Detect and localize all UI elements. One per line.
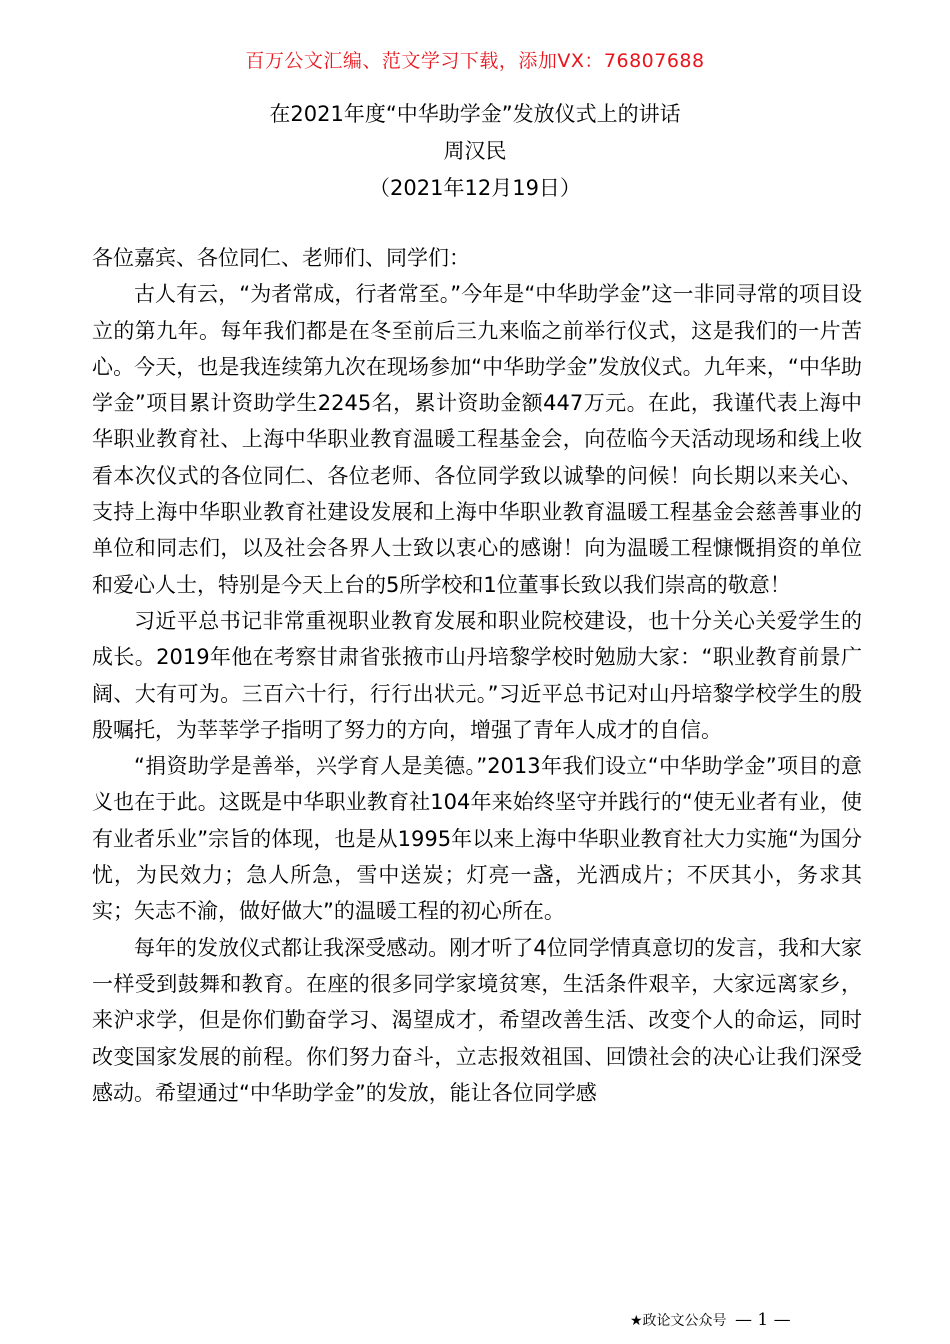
title-block [0,96,950,207]
paragraph: 古人有云，“为者常成，行者常至。”今年是“中华助学金”这一非同寻常的项目设立的第九年。每年我们都是在冬至前后三九来临之前举行仪式，这是我们的一片苦心。今天，也是我连续第九次在现场参加“中华助学金”发放仪式。九年来，“中华助学金”项目累计资助学生2245名，累计资助金额447万元。在此，我谨代表上海中华职业教育社、上海中华职业教育温暖工程基金会，向莅临今天活动现场和线上收看本次仪式的各位同仁、各位老师、各位同学致以诚挚的问候！向长期以来关心、支持上海中华职业教育社建设发展和上海中华职业教育温暖工程基金会慈善事业的单位和同志们，以及社会各界人士致以衷心的感谢！向为温暖工程慷慨捐资的单位和爱心人士，特别是今天上台的5所学校和1位董事长致以我们崇高的敬意！ [92,282,862,597]
page-footer [630,1310,860,1330]
speech-body [92,240,862,1111]
promo-banner: 百万公文汇编、范文学习下载，添加VX：76807688 [245,50,705,72]
paragraph: 每年的发放仪式都让我深受感动。刚才听了4位同学情真意切的发言，我和大家一样受到鼓舞和教育。在座的很多同学家境贫寒，生活条件艰辛，大家远离家乡，来沪求学，但是你们勤奋学习、渴望成才，希望改善生活、改变个人的命运，同时改变国家发展的前程。你们努力奋斗，立志报效祖国、回馈社会的决心让我们深受感动。希望通过“中华助学金”的发放，能让各位同学感 [92,935,862,1105]
speech-date: （2021年12月19日） [369,176,581,200]
page-number: — 1 — [735,1310,791,1330]
paragraph: 习近平总书记非常重视职业教育发展和职业院校建设，也十分关心关爱学生的成长。2019年他在考察甘肃省张掖市山丹培黎学校时勉励大家：“职业教育前景广阔、大有可为。三百六十行，行行出状元。”习近平总书记对山丹培黎学校学生的殷殷嘱托，为莘莘学子指明了努力的方向，增强了青年人成才的自信。 [92,608,862,742]
speaker-name: 周汉民 [443,139,507,163]
paragraph: “捐资助学是善举，兴学育人是美德。”2013年我们设立“中华助学金”项目的意义也在于此。这既是中华职业教育社104年来始终坚守并践行的“使无业者有业，使有业者乐业”宗旨的体现，也是从1995年以来上海中华职业教育社大力实施“为国分忧，为民效力；急人所急，雪中送炭；灯亮一盏，光洒成片；不厌其小，务求其实；矢志不渝，做好做大”的温暖工程的初心所在。 [92,754,862,924]
salutation: 各位嘉宾、各位同仁、老师们、同学们： [92,246,470,270]
footer-source: ★政论文公众号 [630,1313,727,1329]
speech-title: 在2021年度“中华助学金”发放仪式上的讲话 [269,102,681,126]
